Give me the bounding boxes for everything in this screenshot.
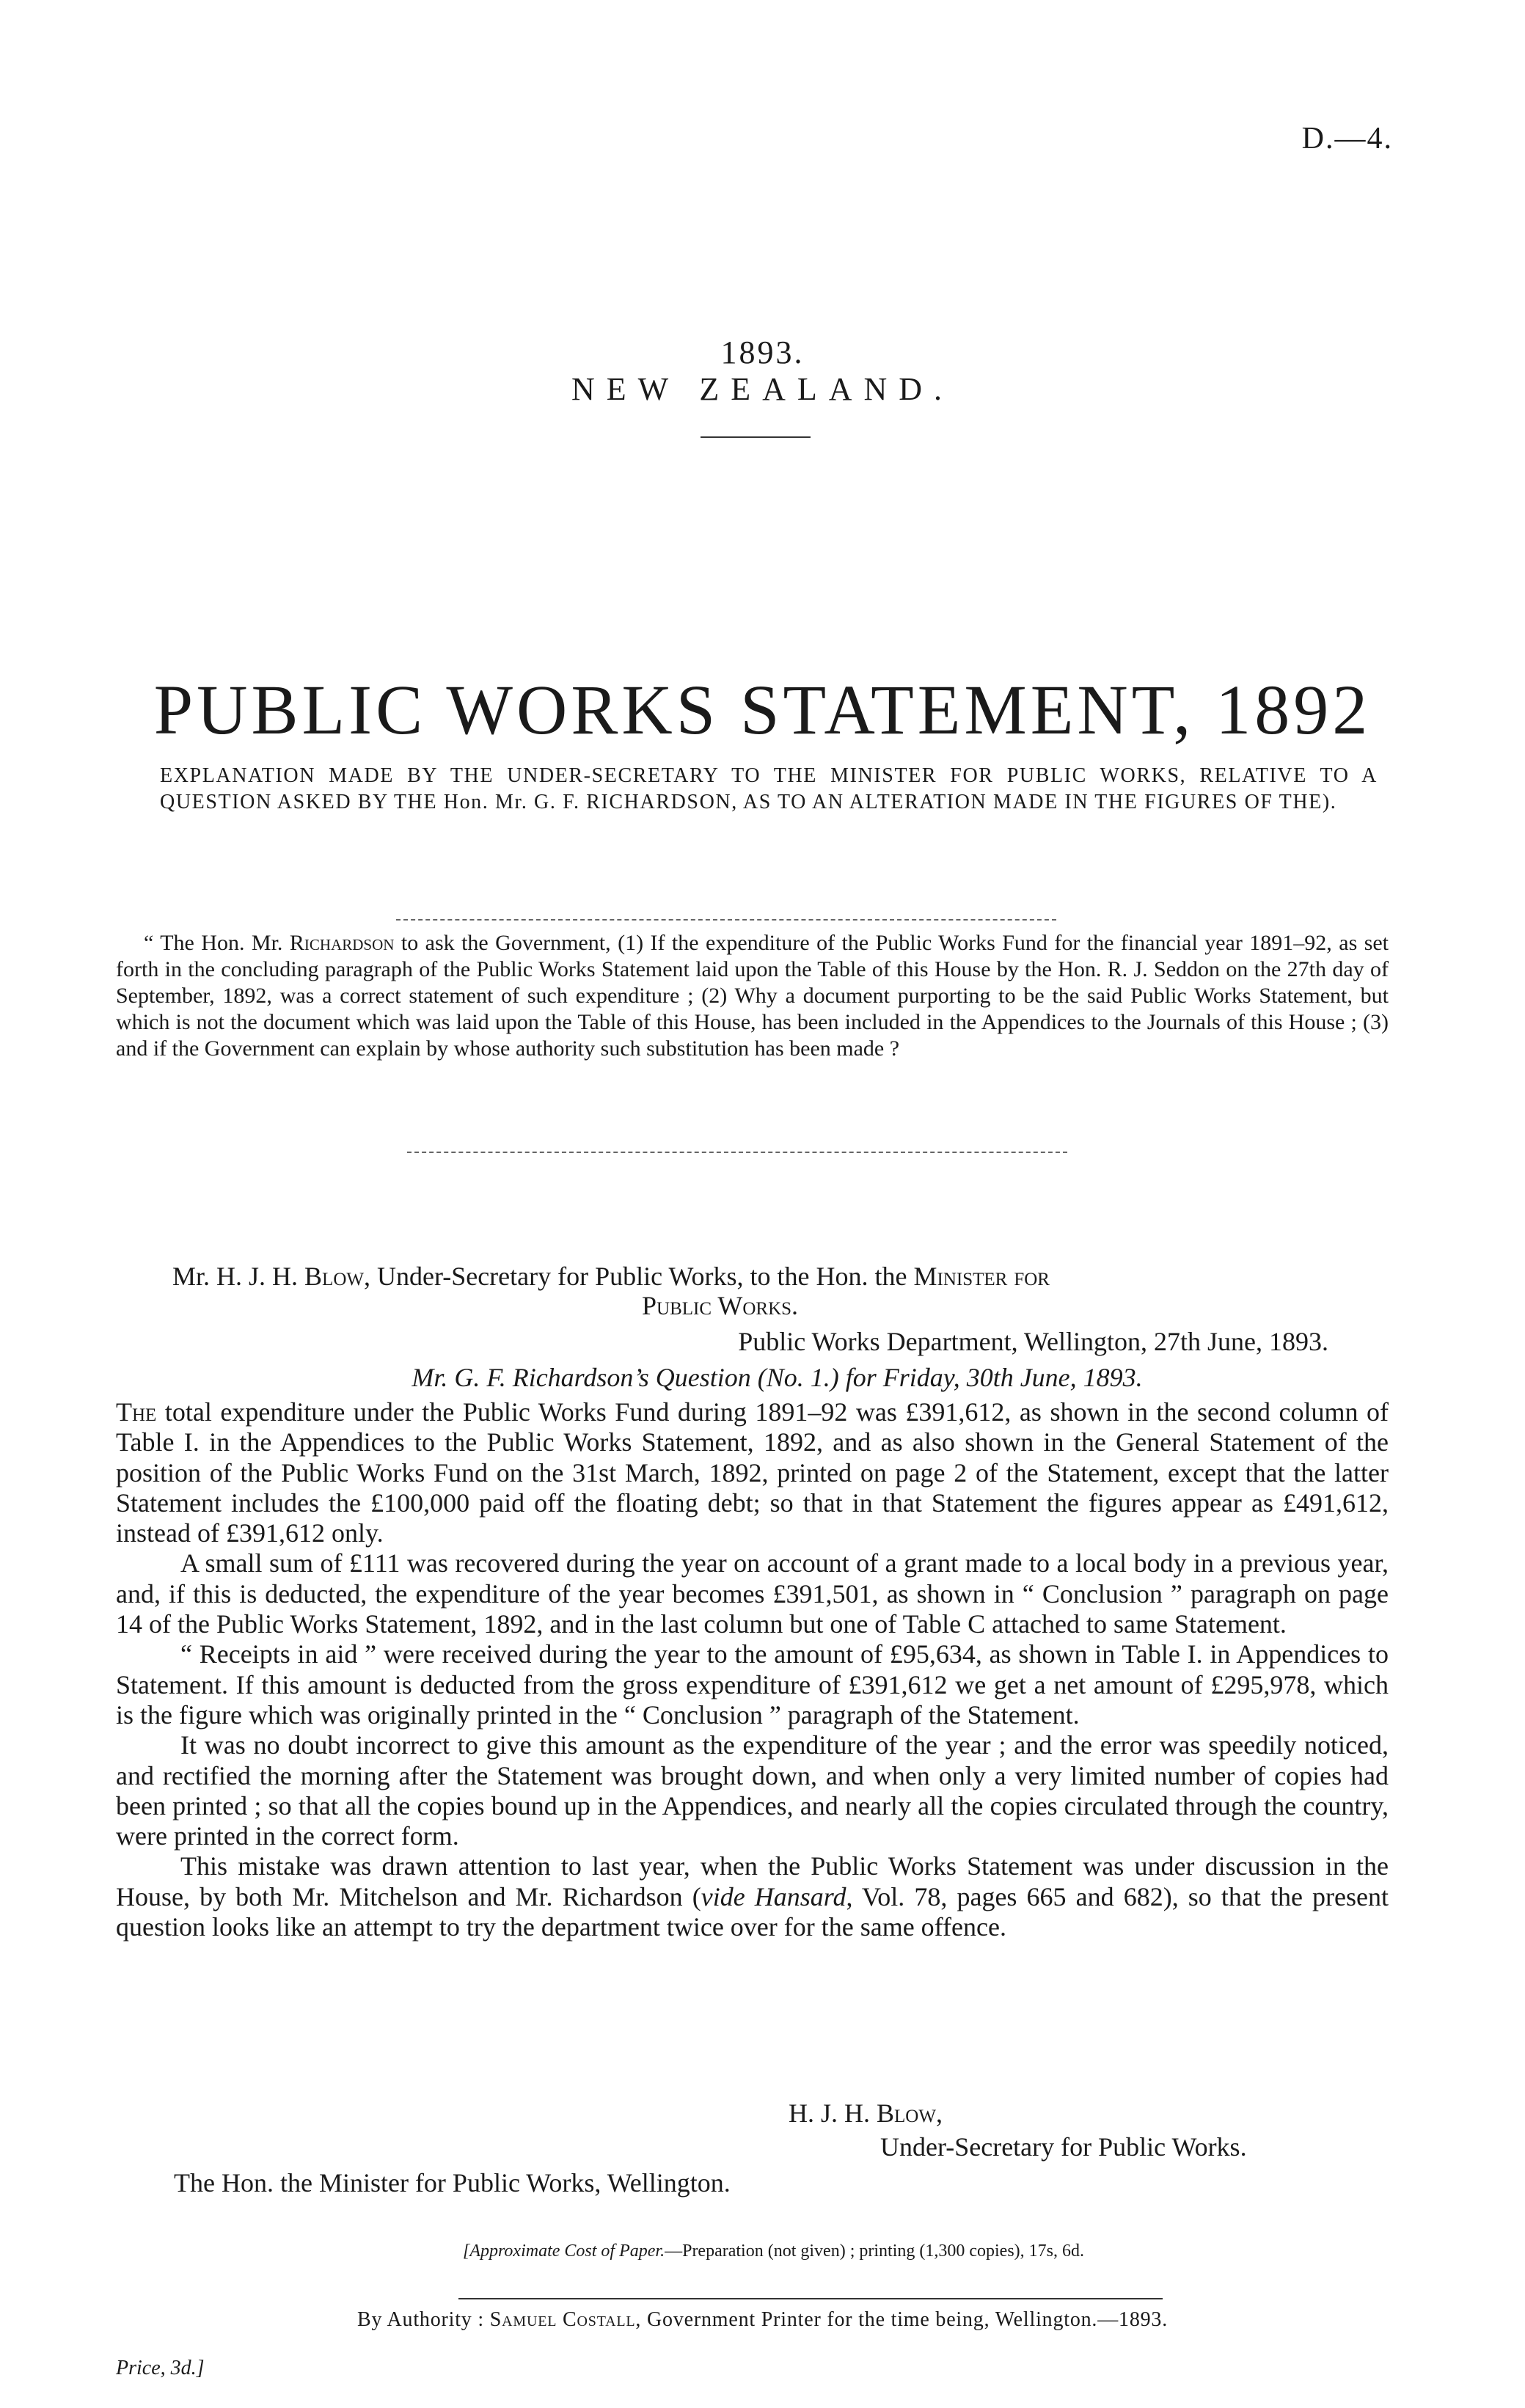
divider-rule	[701, 436, 811, 438]
price: Price, 3d.]	[116, 2357, 205, 2379]
heading-continuation: Public Works.	[642, 1291, 799, 1320]
paragraph: A small sum of £111 was recovered during the year on account of a grant made to a local body in a previous year, and, if this is deducted, the expenditure of the year becomes £391,501, as shown in “ Conclusion ” paragraph on page 14 of the Public Works Statement, 1892, and in the last column but one of Table C attached to same Statement.	[116, 1548, 1389, 1639]
signature-initials: H. J. H.	[789, 2098, 871, 2128]
page-subtitle: EXPLANATION MADE BY THE UNDER-SECRETARY TO THE MINISTER FOR PUBLIC WORKS, RELATIVE TO A QUESTION ASKED BY THE Hon. Mr. G. F. RICHARDSON, AS TO AN ALTERATION MADE IN THE FIGURES OF THE).	[160, 764, 1378, 813]
paragraph-text: This mistake was drawn attention to last year, when the Public Works Statement was under discussion in the House, by both Mr. Mitchelson and Mr. Richardson (	[116, 1851, 1389, 1911]
letter-heading	[172, 1262, 1331, 1320]
page-title: PUBLIC WORKS STATEMENT, 1892	[153, 670, 1372, 749]
question-open: “ The Hon. Mr.	[144, 931, 283, 955]
paragraph-citation: vide Hansard	[701, 1881, 846, 1911]
paragraph-text: total expenditure under the Public Works Fund during 1891–92 was £391,612, as shown in the second column of Table I. in the Appendices to the Public Works Statement, 1892, and as also shown in the General Statement of the position of the Public Works Fund on the 31st March, 1892, printed on page 2 of the Statement, except that the latter Statement includes the £100,000 paid off the floating debt; so that in that Statement the figures appear as £491,612, instead of £391,612 only.	[116, 1397, 1389, 1548]
heading-minister: Minister for	[913, 1262, 1050, 1291]
lead-word: The	[116, 1397, 157, 1427]
printer-imprint	[0, 2308, 1525, 2332]
signature-title: Under-Secretary for Public Works.	[880, 2132, 1247, 2162]
signature-name	[789, 2098, 943, 2129]
cost-note	[0, 2242, 1525, 2261]
cost-text: —Preparation (not given) ; printing (1,300 copies), 17s, 6d.	[665, 2242, 1084, 2261]
parliamentary-question	[116, 930, 1389, 1062]
paragraph	[116, 1397, 1389, 1548]
divider-rule	[458, 2298, 1163, 2299]
cost-label: [Approximate Cost of Paper.	[462, 2242, 665, 2261]
heading-part: Mr. H. J. H.	[172, 1262, 299, 1291]
printer-name: Samuel Costall	[489, 2308, 636, 2331]
signature-surname: Blow,	[877, 2098, 943, 2128]
country-heading: NEW ZEALAND.	[571, 371, 954, 407]
addressee: The Hon. the Minister for Public Works, Wellington.	[174, 2168, 731, 2197]
letter-body	[116, 1397, 1389, 1942]
heading-name: Blow	[304, 1262, 364, 1291]
question-text: to ask the Government, (1) If the expenditure of the Public Works Fund for the financial year 1891–92, as set forth in the concluding paragraph of the Public Works Statement laid upon the Table of this House by the Hon. R. J. Seddon on the 27th day of September, 1892, was a correct statement of such expenditure ; (2) Why a document purporting to be the said Public Works Statement, but which is not the document which was laid upon the Table of this House, has been included in the Appendices to the Journals of this House ; (3) and if the Government can explain by whose authority such substitution has been made ?	[116, 931, 1389, 1061]
divider-rule	[407, 1152, 1067, 1153]
divider-rule	[396, 919, 1056, 921]
document-reference: D.—4.	[1301, 122, 1393, 155]
paragraph-text: , Vol. 78, pages 665 and 682), so that the present question looks like an attempt to try the department twice over for the same offence.	[116, 1881, 1389, 1942]
paragraph	[116, 1851, 1389, 1942]
question-reference: Mr. G. F. Richardson’s Question (No. 1.) for Friday, 30th June, 1893.	[412, 1363, 1143, 1392]
imprint-part: , Government Printer for the time being, Wellington.—1893.	[635, 2308, 1169, 2331]
paragraph: It was no doubt incorrect to give this amount as the expenditure of the year ; and the error was speedily noticed, and rectified the morning after the Statement was brought down, and when only a very limited number of copies had been printed ; so that all the copies bound up in the Appendices, and nearly all the copies circulated through the country, were printed in the correct form.	[116, 1730, 1389, 1851]
paragraph: “ Receipts in aid ” were received during the year to the amount of £95,634, as shown in Table I. in Appendices to Statement. If this amount is deducted from the gross expenditure of £391,612 we get a net amount of £295,978, which is the figure which was originally printed in the “ Conclusion ” paragraph of the Statement.	[116, 1639, 1389, 1730]
imprint-part: By Authority :	[356, 2308, 484, 2331]
publication-year: 1893.	[720, 334, 805, 370]
heading-part: , Under-Secretary for Public Works, to the Hon. the	[363, 1262, 907, 1291]
letter-dateline: Public Works Department, Wellington, 27th June, 1893.	[738, 1327, 1328, 1356]
question-member-name: Richardson	[289, 931, 395, 955]
